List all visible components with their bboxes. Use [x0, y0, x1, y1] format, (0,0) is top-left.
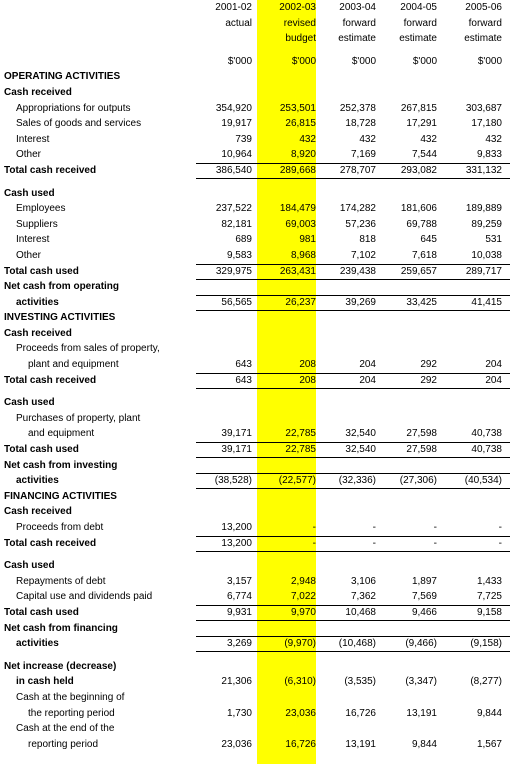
cell-value: 7,618 [411, 249, 437, 261]
cell-value: - [433, 537, 437, 549]
rule-line [196, 264, 510, 265]
cell-value: 204 [485, 359, 502, 371]
cell-value: 204 [359, 374, 376, 386]
header-year: 2002-03 [279, 2, 316, 13]
cell-value: 17,180 [471, 118, 502, 130]
cell-value: 7,169 [350, 149, 376, 161]
cell-value: (3,347) [405, 676, 437, 688]
table-row [0, 69, 510, 85]
row-label: Cash at the beginning of [16, 691, 125, 703]
row-label: Cash used [4, 397, 55, 409]
cell-value: 41,415 [471, 296, 502, 308]
cell-value: 208 [299, 359, 316, 371]
rule-line [196, 636, 510, 637]
cell-value: 1,567 [476, 738, 502, 750]
cell-value: 643 [235, 374, 252, 386]
rule-line [196, 295, 510, 296]
rule-line [196, 373, 510, 374]
row-label: Suppliers [16, 218, 58, 230]
table-row [0, 101, 510, 117]
cell-value: 7,022 [290, 591, 316, 603]
row-label: Cash at the end of the [16, 723, 115, 735]
cell-value: 39,269 [345, 296, 376, 308]
cell-value: - [498, 522, 502, 533]
row-label: Proceeds from debt [16, 522, 104, 533]
rule-line [196, 651, 510, 652]
table-row [0, 636, 510, 652]
cell-value: 303,687 [465, 102, 502, 114]
table-row [0, 536, 510, 552]
cell-value: 432 [299, 133, 316, 145]
cell-value: (40,534) [464, 475, 502, 487]
cell-value: - [372, 522, 376, 533]
header-sub: revised [283, 17, 316, 29]
cell-value: 208 [299, 374, 316, 386]
table-row [0, 621, 510, 637]
header-sub: forward [403, 17, 437, 29]
table-row [0, 186, 510, 202]
cell-value: 9,583 [226, 249, 252, 261]
table-row [0, 574, 510, 590]
row-label: Cash used [4, 560, 55, 572]
table-row [0, 737, 510, 753]
cell-value: 7,725 [476, 591, 502, 603]
header-sub: actual [225, 17, 252, 29]
header-unit: $'000 [412, 55, 437, 67]
table-row [0, 395, 510, 411]
row-label: INVESTING ACTIVITIES [4, 312, 116, 324]
cell-value: (38,528) [214, 475, 252, 487]
table-row [0, 279, 510, 295]
cell-value: 432 [359, 133, 376, 145]
table-row [0, 558, 510, 574]
cell-value: 386,540 [215, 164, 252, 176]
rule-line [196, 536, 510, 537]
cell-value: 289,668 [279, 164, 316, 176]
header-row-sub1 [0, 16, 510, 32]
row-spacer [0, 551, 510, 558]
rule-line [196, 163, 510, 164]
rule-line [196, 178, 510, 179]
rule-line [196, 551, 510, 552]
cell-value: 289,717 [465, 265, 502, 277]
table-row [0, 473, 510, 489]
table-row [0, 264, 510, 280]
rule-line [196, 473, 510, 474]
row-label: Total cash received [4, 537, 97, 549]
cell-value: 645 [420, 234, 437, 246]
header-sub: estimate [338, 33, 376, 45]
cell-value: - [498, 537, 502, 549]
cell-value: 39,171 [221, 428, 252, 440]
cell-value: 13,200 [221, 522, 252, 533]
cell-value: 69,003 [285, 218, 316, 230]
cell-value: 21,306 [221, 676, 252, 688]
row-label: activities [16, 638, 59, 650]
row-spacer [0, 652, 510, 659]
table-row [0, 326, 510, 342]
cell-value: 1,433 [476, 575, 502, 587]
cell-value: 9,970 [290, 606, 316, 618]
row-label: Other [16, 149, 42, 161]
header-unit: $'000 [291, 55, 316, 67]
header-year: 2001-02 [215, 2, 252, 13]
row-label: Cash received [4, 327, 72, 339]
table-row [0, 589, 510, 605]
row-label: FINANCING ACTIVITIES [4, 490, 117, 502]
cell-value: 56,565 [221, 296, 252, 308]
cell-value: 9,833 [476, 149, 502, 161]
cell-value: (9,158) [470, 638, 502, 650]
row-spacer [0, 388, 510, 395]
header-sub: budget [285, 33, 316, 45]
table-row [0, 357, 510, 373]
cell-value: 189,889 [465, 203, 502, 215]
row-label: Total cash used [4, 444, 79, 456]
row-label: Proceeds from sales of property, [16, 343, 160, 355]
cell-value: 26,237 [285, 296, 316, 308]
cell-value: 9,844 [411, 738, 437, 750]
table-row [0, 147, 510, 163]
row-label: Cash used [4, 187, 55, 199]
header-unit: $'000 [227, 55, 252, 67]
table-row [0, 690, 510, 706]
row-label: Total cash used [4, 606, 79, 618]
cell-value: (32,336) [338, 475, 376, 487]
header-sub: forward [342, 17, 376, 29]
header-sub: estimate [464, 33, 502, 45]
cell-value: 40,738 [471, 428, 502, 440]
cell-value: 7,544 [411, 149, 437, 161]
table-row [0, 706, 510, 722]
row-label: Net cash from investing [4, 459, 118, 471]
cell-value: 981 [299, 234, 316, 246]
table-row [0, 373, 510, 389]
cell-value: 13,191 [406, 707, 437, 719]
header-unit: $'000 [477, 55, 502, 67]
header-unit: $'000 [351, 55, 376, 67]
cell-value: 16,726 [345, 707, 376, 719]
table-row [0, 163, 510, 179]
table-row [0, 674, 510, 690]
cell-value: 10,038 [471, 249, 502, 261]
cell-value: (9,466) [405, 638, 437, 650]
cell-value: 89,259 [471, 218, 502, 230]
cell-value: 204 [485, 374, 502, 386]
table-row [0, 295, 510, 311]
header-year: 2005-06 [465, 2, 502, 13]
rule-line [196, 605, 510, 606]
cell-value: 3,157 [226, 575, 252, 587]
cell-value: - [312, 522, 316, 533]
cell-value: 292 [420, 359, 437, 371]
row-label: Interest [16, 234, 50, 246]
cell-value: (22,577) [278, 475, 316, 487]
cell-value: - [372, 537, 376, 549]
cell-value: - [433, 522, 437, 533]
cell-value: 181,606 [400, 203, 437, 215]
cell-value: 331,132 [465, 164, 502, 176]
cell-value: 237,522 [215, 203, 252, 215]
row-label: reporting period [28, 738, 99, 750]
table-row [0, 217, 510, 233]
header-year: 2003-04 [339, 2, 376, 13]
cell-value: 252,378 [339, 102, 376, 114]
cell-value: (27,306) [399, 475, 437, 487]
cell-value: (10,468) [338, 638, 376, 650]
row-label: in cash held [16, 676, 74, 688]
cell-value: 57,236 [345, 218, 376, 230]
cell-value: 27,598 [406, 444, 437, 456]
header-row-units [0, 54, 510, 70]
cell-value: 278,707 [339, 164, 376, 176]
row-label: the reporting period [28, 707, 115, 719]
cell-value: 18,728 [345, 118, 376, 130]
table-row [0, 248, 510, 264]
cell-value: 9,844 [476, 707, 502, 719]
row-label: activities [16, 475, 59, 487]
table-row [0, 116, 510, 132]
cell-value: - [312, 537, 316, 549]
row-label: Cash received [4, 506, 72, 518]
cell-value: 23,036 [285, 707, 316, 719]
cell-value: 259,657 [400, 265, 437, 277]
row-label: Net cash from financing [4, 622, 118, 634]
cell-value: 39,171 [221, 444, 252, 456]
cell-value: 32,540 [345, 444, 376, 456]
cell-value: (6,310) [284, 676, 316, 688]
cell-value: 7,569 [411, 591, 437, 603]
table-row [0, 341, 510, 357]
cell-value: 8,920 [290, 149, 316, 161]
row-label: Appropriations for outputs [16, 102, 131, 114]
cell-value: 26,815 [285, 118, 316, 130]
cell-value: 19,917 [221, 118, 252, 130]
cell-value: 9,158 [476, 606, 502, 618]
cell-value: 432 [485, 133, 502, 145]
table-row [0, 504, 510, 520]
cell-value: 739 [235, 133, 252, 145]
cell-value: 1,897 [411, 575, 437, 587]
cell-value: 13,191 [345, 738, 376, 750]
cell-value: 253,501 [279, 102, 316, 114]
cell-value: 354,920 [215, 102, 252, 114]
header-sub: estimate [399, 33, 437, 45]
cell-value: 17,291 [406, 118, 437, 130]
row-label: Employees [16, 203, 66, 215]
table-row [0, 721, 510, 737]
table-row [0, 489, 510, 505]
cell-value: 643 [235, 359, 252, 371]
cell-value: 16,726 [285, 738, 316, 750]
cell-value: (9,970) [284, 638, 316, 650]
cell-value: 22,785 [285, 428, 316, 440]
header-row-years [0, 0, 510, 16]
table-row [0, 310, 510, 326]
cell-value: 8,968 [290, 249, 316, 261]
cell-value: 69,788 [406, 218, 437, 230]
row-label: Total cash received [4, 374, 97, 386]
cell-value: 32,540 [345, 428, 376, 440]
cell-value: (8,277) [470, 676, 502, 688]
table-row [0, 85, 510, 101]
cell-value: 531 [485, 234, 502, 246]
cell-value: 329,975 [215, 265, 252, 277]
cell-value: 10,964 [221, 149, 252, 161]
cell-value: 267,815 [400, 102, 437, 114]
rule-line [196, 388, 510, 389]
cell-value: 1,730 [226, 707, 252, 719]
cell-value: 3,106 [350, 575, 376, 587]
cell-value: 263,431 [279, 265, 316, 277]
header-year: 2004-05 [400, 2, 437, 13]
row-label: Total cash received [4, 164, 97, 176]
cell-value: 40,738 [471, 444, 502, 456]
table-row [0, 411, 510, 427]
cell-value: 27,598 [406, 428, 437, 440]
row-label: Net increase (decrease) [4, 660, 117, 672]
table-body [0, 69, 510, 752]
table-row [0, 442, 510, 458]
cell-value: 689 [235, 234, 252, 246]
table-row [0, 659, 510, 675]
row-label: Total cash used [4, 265, 79, 277]
cell-value: 818 [359, 234, 376, 246]
header-sub: forward [468, 17, 502, 29]
row-label: Capital use and dividends paid [16, 591, 153, 603]
table-row [0, 132, 510, 148]
table-row [0, 201, 510, 217]
row-label: OPERATING ACTIVITIES [4, 71, 121, 83]
cell-value: 23,036 [221, 738, 252, 750]
cell-value: 13,200 [221, 537, 252, 549]
cell-value: 7,362 [350, 591, 376, 603]
row-label: Cash received [4, 86, 72, 98]
cell-value: (3,535) [344, 676, 376, 688]
cell-value: 239,438 [339, 265, 376, 277]
cell-value: 22,785 [285, 444, 316, 456]
row-label: activities [16, 296, 59, 308]
table-row [0, 232, 510, 248]
cell-value: 82,181 [221, 218, 252, 230]
cell-value: 3,269 [226, 638, 252, 650]
header-row-sub2 [0, 31, 510, 47]
cell-value: 7,102 [350, 249, 376, 261]
row-label: and equipment [28, 428, 95, 440]
table-row [0, 520, 510, 536]
row-label: Sales of goods and services [16, 118, 142, 130]
cell-value: 33,425 [406, 296, 437, 308]
cell-value: 174,282 [339, 203, 376, 215]
cell-value: 6,774 [226, 591, 252, 603]
row-label: Purchases of property, plant [16, 412, 141, 424]
cell-value: 432 [420, 133, 437, 145]
cell-value: 204 [359, 359, 376, 371]
row-label: Interest [16, 133, 50, 145]
row-label: Other [16, 249, 42, 261]
row-label: Net cash from operating [4, 281, 120, 293]
table-row [0, 458, 510, 474]
cell-value: 184,479 [279, 203, 316, 215]
table-row [0, 605, 510, 621]
cell-value: 10,468 [345, 606, 376, 618]
cell-value: 9,931 [226, 606, 252, 618]
cell-value: 292 [420, 374, 437, 386]
cell-value: 9,466 [411, 606, 437, 618]
table-row [0, 426, 510, 442]
row-label: Repayments of debt [16, 575, 106, 587]
cell-value: 2,948 [290, 575, 316, 587]
row-spacer [0, 179, 510, 186]
cell-value: 293,082 [400, 164, 437, 176]
row-label: plant and equipment [28, 359, 119, 371]
rule-line [196, 442, 510, 443]
